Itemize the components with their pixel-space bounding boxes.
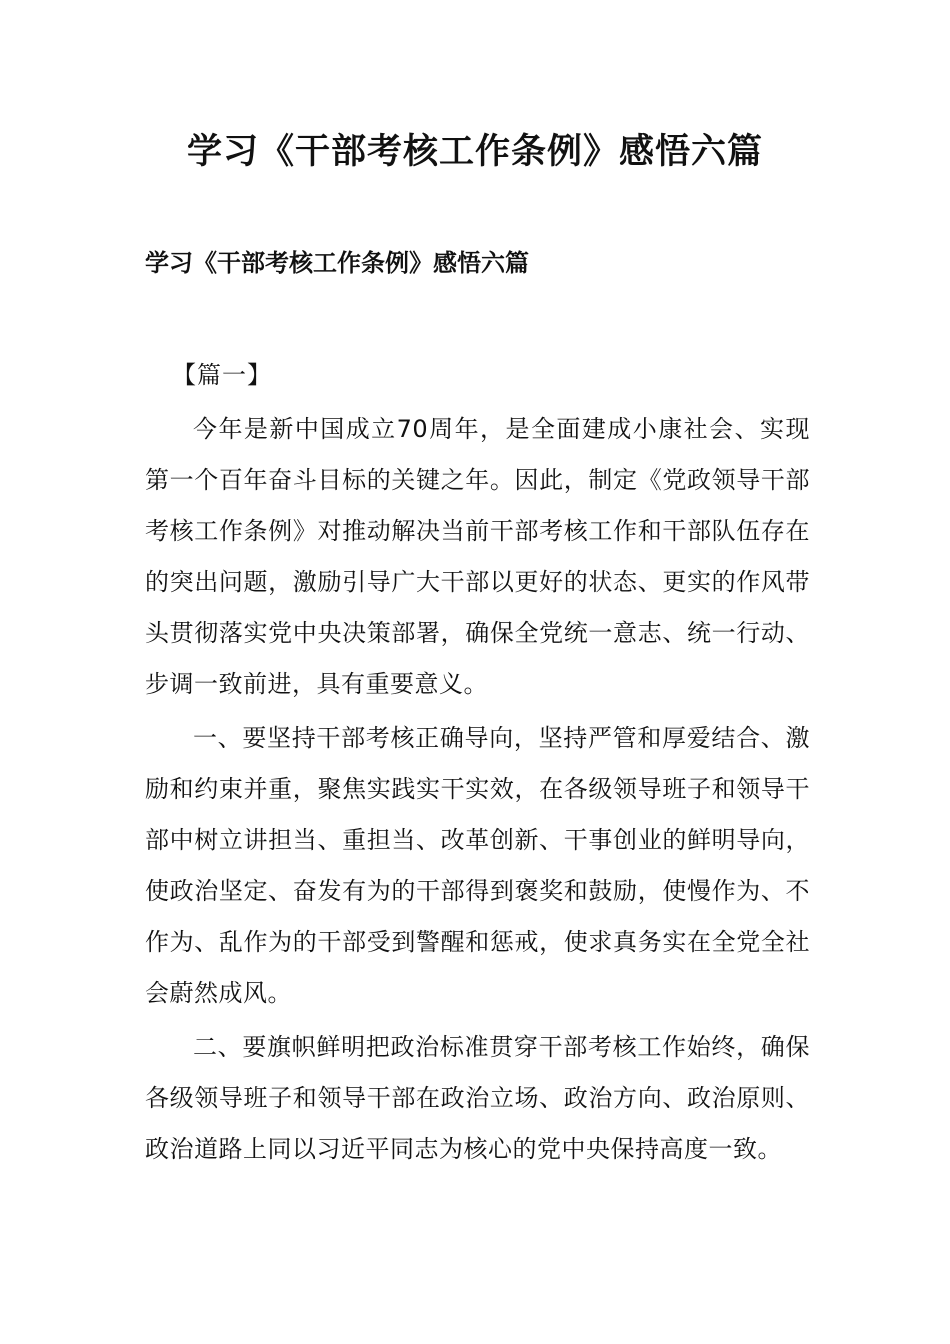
paragraph-point-one: 一、要坚持干部考核正确导向，坚持严管和厚爱结合、激励和约束并重，聚焦实践实干实效，在各级领导班子和领导干部中树立讲担当、重担当、改革创新、干事创业的鲜明导向，使政治坚定、奋发有为的干部得到褒奖和鼓励，使慢作为、不作为、乱作为的干部受到警醒和惩戒，使求真务实在全党全社会蔚然成风。 [145, 724, 810, 1007]
paragraph-intro: 今年是新中国成立70周年，是全面建成小康社会、实现第一个百年奋斗目标的关键之年。因此，制定《党政领导干部考核工作条例》对推动解决当前干部考核工作和干部队伍存在的突出问题，激励引导广大干部以更好的状态、更实的作风带头贯彻落实党中央决策部署，确保全党统一意志、统一行动、步调一致前进，具有重要意义。 [145, 415, 810, 698]
section-label: 【篇一】 [172, 361, 272, 389]
document-title: 学习《干部考核工作条例》感悟六篇 [186, 132, 763, 172]
document-subtitle: 学习《干部考核工作条例》感悟六篇 [145, 249, 529, 277]
document-body [145, 352, 810, 1175]
paragraph-point-two: 二、要旗帜鲜明把政治标准贯穿干部考核工作始终，确保各级领导班子和领导干部在政治立场、政治方向、政治原则、政治道路上同以习近平同志为核心的党中央保持高度一致。 [145, 1033, 810, 1163]
